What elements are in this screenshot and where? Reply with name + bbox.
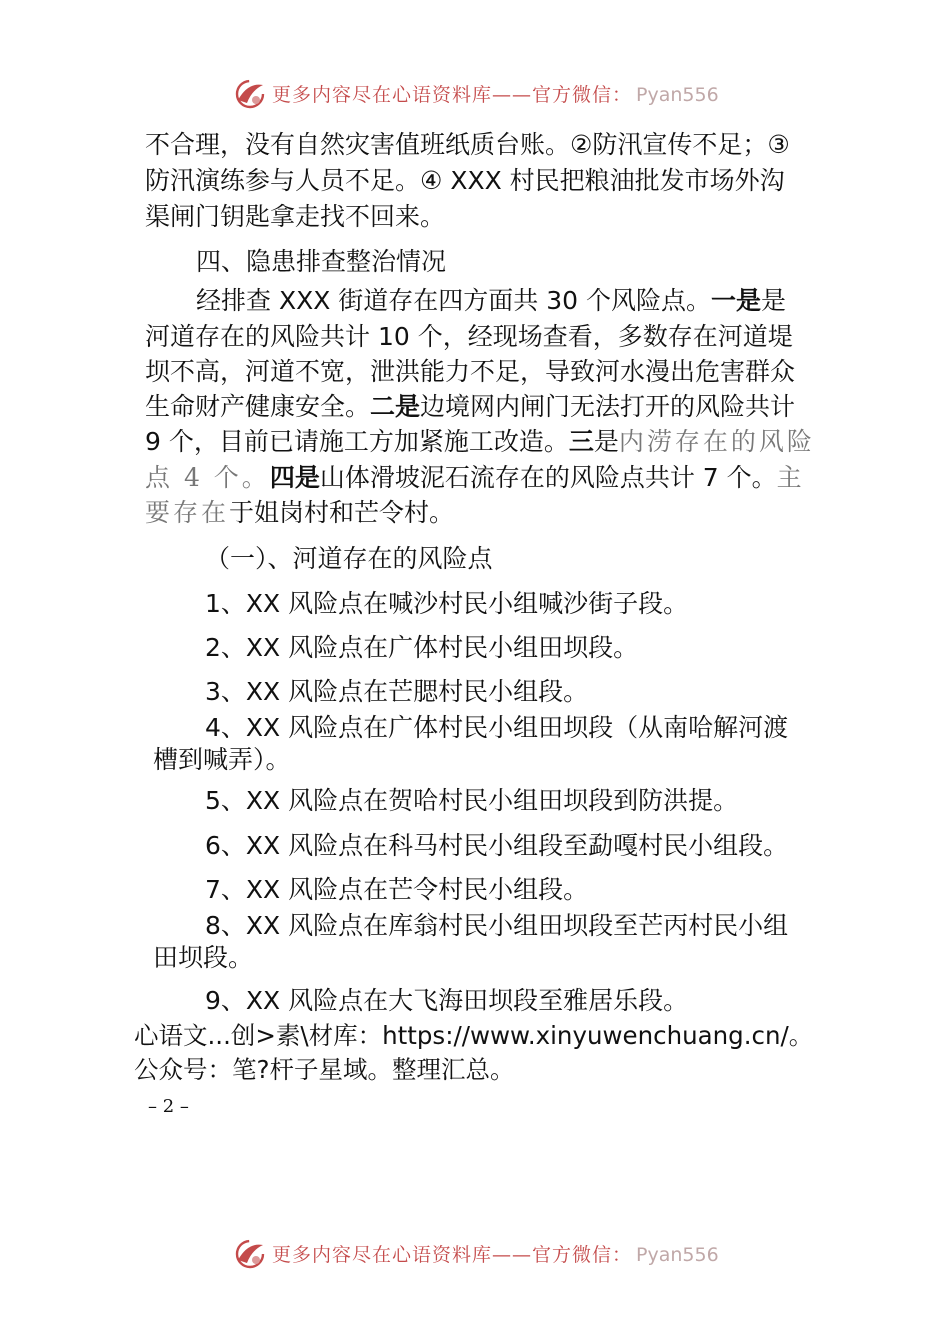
footer-note-line-2: 公众号：笔?杆子星域。整理汇总。 (134, 1055, 515, 1084)
risk-item-8-line-1: 8、XX 风险点在库翁村民小组田坝段至芒丙村民小组 (205, 911, 789, 940)
risk-item-6: 6、XX 风险点在科马村民小组段至勐嘎村民小组段。 (205, 831, 789, 860)
risk-item-8-line-2: 田坝段。 (153, 943, 254, 972)
risk-item-5: 5、XX 风险点在贺哈村民小组田坝段到防洪提。 (205, 786, 739, 815)
risk-item-1: 1、XX 风险点在喊沙村民小组喊沙街子段。 (205, 589, 689, 618)
watermark-wechat-id: Pyan556 (636, 84, 719, 106)
summary-line-1: 经排查 XXX 街道存在四方面共 30 个风险点。一是是 (196, 286, 787, 315)
summary-line-6: 点 4 个。四是山体滑坡泥石流存在的风险点共计 7 个。主 (145, 463, 805, 492)
watermark-text (272, 80, 719, 107)
watermark-wechat-id: Pyan556 (636, 1244, 719, 1266)
watermark-brand: 更多内容尽在心语资料库 (272, 84, 493, 106)
section-title: 四、隐患排查整治情况 (196, 247, 447, 276)
risk-item-7: 7、XX 风险点在芒令村民小组段。 (205, 875, 589, 904)
top-para-line-3: 渠闸门钥匙拿走找不回来。 (145, 202, 446, 231)
risk-item-4-line-1: 4、XX 风险点在广体村民小组田坝段（从南哈解河渡 (205, 713, 789, 742)
watermark-wechat-label: 官方微信： (532, 1244, 633, 1266)
risk-item-2: 2、XX 风险点在广体村民小组田坝段。 (205, 633, 639, 662)
watermark-brand: 更多内容尽在心语资料库 (272, 1244, 493, 1266)
top-para-line-1: 不合理，没有自然灾害值班纸质台账。②防汛宣传不足；③ (145, 130, 790, 159)
risk-item-4-line-2: 槽到喊弄）。 (153, 745, 291, 774)
summary-line-4: 生命财产健康安全。二是边境网内闸门无法打开的风险共计 (145, 392, 796, 421)
page-number: – 2 – (148, 1096, 189, 1117)
watermark-wechat-label: 官方微信： (532, 84, 633, 106)
summary-line-2: 河道存在的风险共计 10 个，经现场查看，多数存在河道堤 (145, 322, 793, 351)
summary-line-7: 要存在于姐岗村和芒令村。 (145, 498, 455, 527)
top-para-line-2: 防汛演练参与人员不足。④ XXX 村民把粮油批发市场外沟 (145, 166, 785, 195)
brand-logo-icon (232, 76, 268, 112)
risk-item-9: 9、XX 风险点在大飞海田坝段至雅居乐段。 (205, 986, 689, 1015)
watermark-sep: —— (492, 1244, 533, 1266)
subsection-title: （一）、河道存在的风险点 (205, 544, 493, 573)
summary-line-3: 坝不高，河道不宽，泄洪能力不足，导致河水漫出危害群众 (145, 357, 796, 386)
risk-item-3: 3、XX 风险点在芒腮村民小组段。 (205, 677, 589, 706)
watermark-sep: —— (492, 84, 533, 106)
footer-note-line-1: 心语文...创>素\材库：https://www.xinyuwenchuang.cn/。 (134, 1021, 814, 1050)
summary-line-5: 9 个，目前已请施工方加紧施工改造。三是内涝存在的风险 (145, 427, 815, 456)
watermark-text (272, 1240, 719, 1267)
brand-logo-icon (232, 1236, 268, 1272)
watermark-bottom (0, 1234, 950, 1274)
watermark-top (0, 74, 950, 114)
